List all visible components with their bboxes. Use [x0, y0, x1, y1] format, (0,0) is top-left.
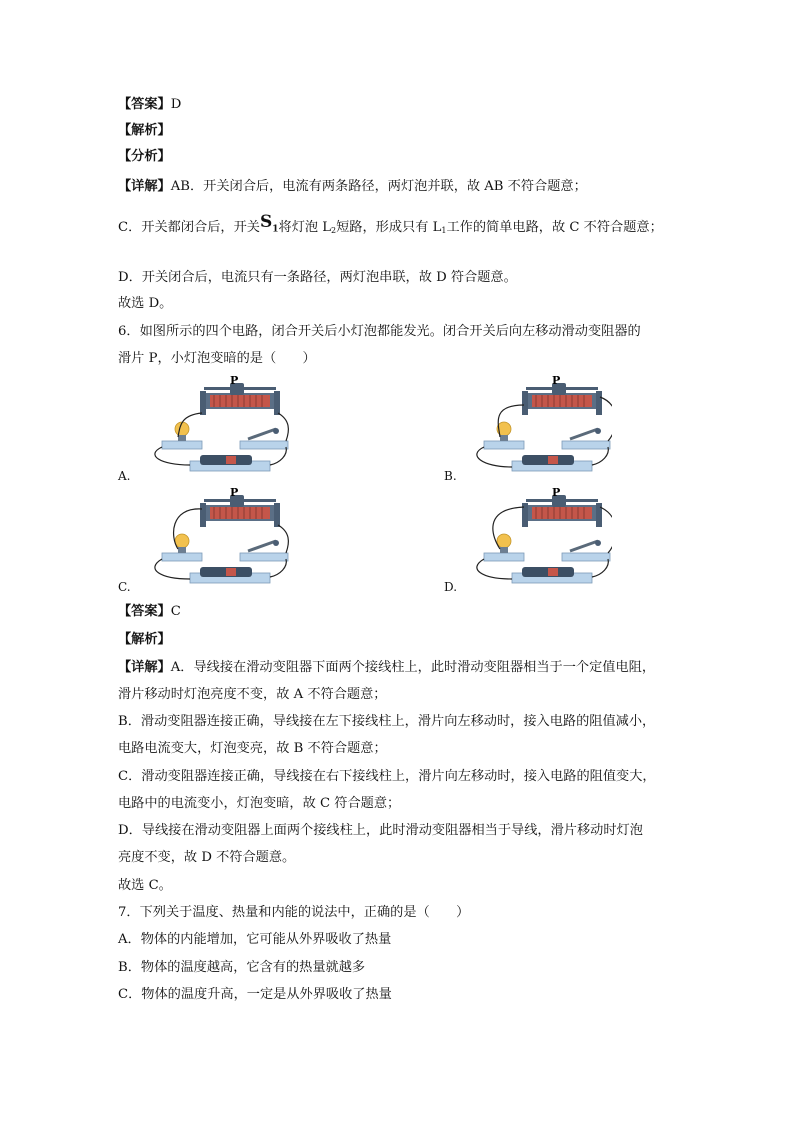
option-c-label: C.	[118, 580, 131, 594]
circuit-diagram-a	[140, 375, 290, 479]
q6-detail-a2: 滑片移动时灯泡亮度不变，故 A 不符合题意；	[118, 687, 387, 702]
q6-detail-b2: 电路电流变大，灯泡变亮，故 B 不符合题意；	[118, 741, 387, 756]
q5-conclusion: 故选 D。	[118, 296, 173, 311]
q6-detail-a1-text: A．导线接在滑动变阻器下面两个接线柱上，此时滑动变阻器相当于一个定值电阻，	[170, 660, 656, 675]
circuit-diagram-b	[462, 375, 612, 479]
q6-analysis-label: 【解析】	[118, 632, 171, 647]
q5-answer-value: D	[170, 97, 182, 112]
q6-detail-d2: 亮度不变，故 D 不符合题意。	[118, 850, 296, 865]
q6-detail-b1: B．滑动变阻器连接正确，导线接在左下接线柱上，滑片向左移动时，接入电路的阻值减小，	[118, 714, 656, 729]
q6-detail-c1: C．滑动变阻器连接正确，导线接在右下接线柱上，滑片向左移动时，接入电路的阻值变大，	[118, 769, 656, 784]
q6-detail-label: 【详解】	[118, 660, 171, 675]
slider-p-label-d: P	[552, 487, 561, 499]
q6-stem-line1: 6．如图所示的四个电路，闭合开关后小灯泡都能发光。闭合开关后向左移动滑动变阻器的	[118, 324, 641, 339]
q5-detail-ab-text: AB．开关闭合后，电流有两条路径，两灯泡并联，故 AB 不符合题意；	[170, 179, 587, 194]
q6-detail-c2: 电路中的电流变小，灯泡变暗，故 C 符合题意；	[118, 796, 401, 811]
q6-stem-line2: 滑片 P，小灯泡变暗的是（ ）	[118, 351, 316, 366]
figure-option-a	[140, 375, 290, 479]
figure-option-b	[462, 375, 612, 479]
q7-option-b: B．物体的温度越高，它含有的热量就越多	[118, 960, 366, 975]
q5-detail-label: 【详解】	[118, 179, 171, 194]
switch-letter: S	[259, 212, 273, 232]
option-b-label: B.	[444, 469, 457, 483]
q7-option-c: C．物体的温度升高，一定是从外界吸收了热量	[118, 987, 392, 1002]
q6-detail-a1	[118, 658, 655, 678]
l2-subscript: 2	[331, 226, 337, 235]
q5-c-mid2: 短路，形成只有 L	[336, 220, 442, 235]
circuit-diagram-c	[140, 487, 290, 591]
q6-conclusion: 故选 C。	[118, 878, 172, 893]
slider-p-label-c: P	[230, 487, 239, 499]
q5-answer-label: 【答案】	[118, 97, 171, 112]
switch-s1-symbol	[259, 212, 279, 235]
q5-detail-d: D．开关闭合后，电流只有一条路径，两灯泡串联，故 D 符合题意。	[118, 270, 517, 285]
q5-c-post: 工作的简单电路，故 C 不符合题意；	[446, 220, 663, 235]
q5-answer-line	[118, 95, 181, 115]
q5-c-pre: C．开关都闭合后，开关	[118, 220, 260, 235]
option-a-label: A.	[118, 469, 131, 483]
q7-option-a: A．物体的内能增加，它可能从外界吸收了热量	[118, 932, 392, 947]
slider-p-label-b: P	[552, 375, 561, 387]
q5-detail-c	[118, 212, 663, 243]
q5-fenxi-label: 【分析】	[118, 149, 171, 164]
q6-answer-line	[118, 602, 181, 622]
q5-analysis-label: 【解析】	[118, 123, 171, 138]
q6-detail-d1: D．导线接在滑动变阻器上面两个接线柱上，此时滑动变阻器相当于导线，滑片移动时灯泡	[118, 823, 643, 838]
q5-c-mid1: 将灯泡 L	[278, 220, 332, 235]
q6-answer-label: 【答案】	[118, 604, 171, 619]
l1-subscript: 1	[441, 226, 447, 235]
q5-detail-ab	[118, 177, 587, 197]
slider-p-label-a: P	[230, 375, 239, 387]
figure-option-d	[462, 487, 612, 591]
option-d-label: D.	[444, 580, 458, 594]
circuit-diagram-d	[462, 487, 612, 591]
q7-stem: 7．下列关于温度、热量和内能的说法中，正确的是（ ）	[118, 905, 470, 920]
q6-answer-value: C	[170, 604, 181, 619]
switch-sub: 1	[272, 224, 279, 235]
figure-option-c	[140, 487, 290, 591]
